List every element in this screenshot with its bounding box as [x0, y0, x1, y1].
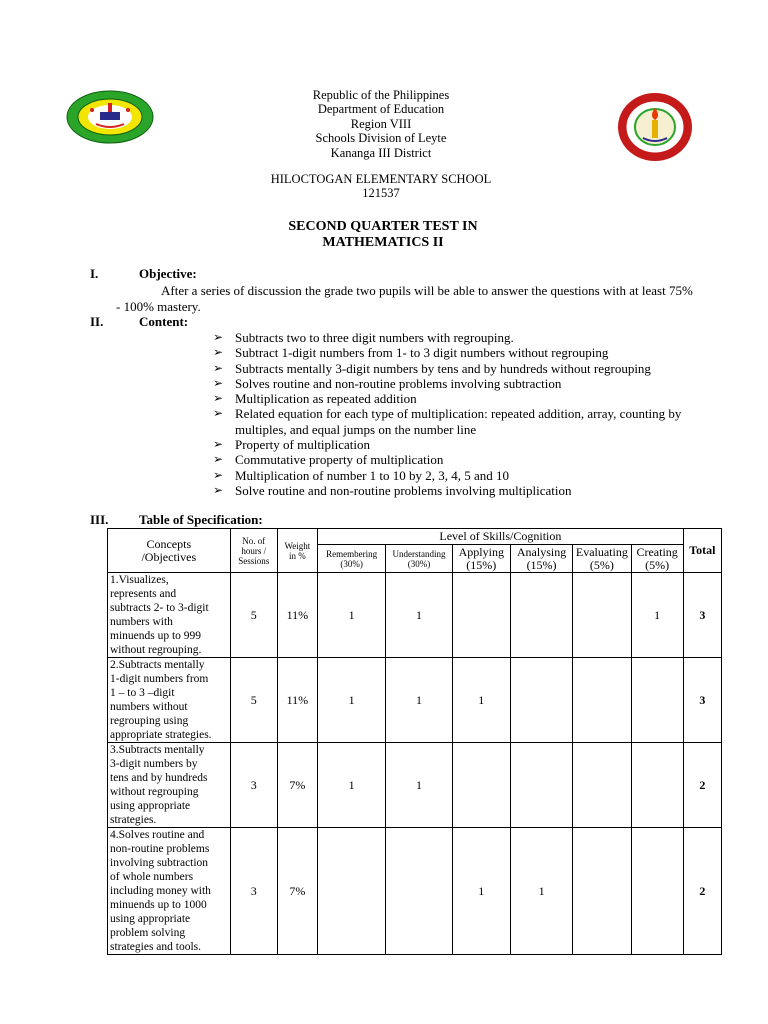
school-block	[250, 172, 512, 201]
total-cell: 2	[683, 828, 721, 955]
list-item: ➢ Commutative property of multiplication	[213, 452, 444, 468]
table-of-specification	[107, 528, 722, 955]
arrow-bullet-icon: ➢	[213, 345, 224, 360]
header-hours: No. of hours / Sessions	[230, 529, 277, 573]
agency-header	[250, 88, 512, 160]
weight-cell: 7%	[277, 743, 317, 828]
evaluating-cell	[573, 828, 631, 955]
evaluating-cell	[573, 658, 631, 743]
school-name: HILOCTOGAN ELEMENTARY SCHOOL	[270, 172, 492, 186]
header-level: Level of Skills/Cognition	[318, 529, 684, 545]
arrow-bullet-icon: ➢	[213, 437, 224, 452]
school-id: 121537	[362, 186, 400, 201]
arrow-bullet-icon: ➢	[213, 452, 224, 467]
section-label: Content:	[139, 314, 189, 329]
list-item: ➢ Multiplication of number 1 to 10 by 2, 3, 4, 5 and 10	[213, 467, 510, 483]
header-line-region: Region VIII	[350, 116, 412, 131]
section-number: III.	[90, 512, 109, 527]
header-concepts: Concepts /Objectives	[108, 529, 231, 573]
weight-cell: 7%	[277, 828, 317, 955]
concept-cell: 3.Subtracts mentally 3-digit numbers by tens and by hundreds without regrouping using appropriate strategies.	[108, 743, 231, 828]
header-weight: Weight in %	[277, 529, 317, 573]
applying-cell	[452, 743, 510, 828]
title-line-1: SECOND QUARTER TEST IN	[288, 219, 478, 234]
header-remembering: Remembering (30%)	[318, 545, 386, 573]
arrow-bullet-icon: ➢	[213, 406, 224, 421]
header-line-division: Schools Division of Leyte	[315, 131, 447, 146]
remembering-cell: 1	[318, 658, 386, 743]
understanding-cell: 1	[386, 573, 452, 658]
analysing-cell: 1	[510, 828, 572, 955]
header-line-republic: Republic of the Philippines	[312, 88, 450, 102]
header-evaluating: Evaluating (5%)	[573, 545, 631, 573]
header-total: Total	[683, 529, 721, 573]
remembering-cell: 1	[318, 573, 386, 658]
total-cell: 3	[683, 573, 721, 658]
hours-cell: 3	[230, 828, 277, 955]
section-label: Objective:	[139, 266, 197, 281]
understanding-cell	[386, 828, 452, 955]
arrow-bullet-icon: ➢	[213, 467, 224, 482]
hiloctogan-elementary-school-seal-icon	[617, 92, 693, 162]
header-understanding: Understanding (30%)	[386, 545, 452, 573]
section-number: II.	[90, 314, 104, 329]
arrow-bullet-icon: ➢	[213, 360, 224, 375]
list-item: ➢ Related equation for each type of multiplication: repeated addition, array, counting by multiples, and equal jumps on the number line	[213, 406, 682, 437]
list-item: ➢ Subtracts mentally 3-digit numbers by tens and by hundreds without regrouping	[213, 360, 651, 376]
understanding-cell: 1	[386, 658, 452, 743]
section-number: I.	[90, 266, 99, 281]
analysing-cell	[510, 743, 572, 828]
understanding-cell: 1	[386, 743, 452, 828]
creating-cell	[631, 828, 683, 955]
objective-period: .	[197, 298, 201, 314]
analysing-cell	[510, 573, 572, 658]
objective-body: After a series of discussion the grade two pupils will be able to answer the questions with at least 75% - 100% mastery	[116, 283, 693, 314]
concept-cell: 1.Visualizes, represents and subtracts 2- to 3-digit numbers with minuends up to 999 without regrouping.	[108, 573, 231, 658]
content-list	[213, 330, 713, 498]
arrow-bullet-icon: ➢	[213, 330, 224, 344]
list-item: ➢ Property of multiplication	[213, 437, 371, 453]
weight-cell: 11%	[277, 573, 317, 658]
header-line-department: Department of Education	[317, 102, 445, 117]
arrow-bullet-icon: ➢	[213, 391, 224, 406]
evaluating-cell	[573, 743, 631, 828]
arrow-bullet-icon: ➢	[213, 375, 224, 390]
header-line-district: Kananga III District	[330, 145, 432, 160]
table-header-row	[108, 529, 722, 545]
remembering-cell: 1	[318, 743, 386, 828]
concept-cell: 4.Solves routine and non-routine problems involving subtraction of whole numbers including money with minuends up to 1000 using appropriate problem solving strategies and tools.	[108, 828, 231, 955]
objective-text	[116, 283, 696, 314]
list-item: ➢ Subtracts two to three digit numbers with regrouping.	[213, 330, 514, 345]
applying-cell: 1	[452, 658, 510, 743]
creating-cell	[631, 743, 683, 828]
total-cell: 2	[683, 743, 721, 828]
table-row	[108, 828, 722, 955]
total-cell: 3	[683, 658, 721, 743]
kananga-iii-district-seal-icon	[66, 90, 154, 144]
table-row	[108, 573, 722, 658]
arrow-bullet-icon: ➢	[213, 482, 224, 497]
weight-cell: 11%	[277, 658, 317, 743]
analysing-cell	[510, 658, 572, 743]
header-creating: Creating (5%)	[631, 545, 683, 573]
applying-cell	[452, 573, 510, 658]
evaluating-cell	[573, 573, 631, 658]
section-label: Table of Specification:	[139, 512, 263, 527]
list-item: ➢ Solve routine and non-routine problems involving multiplication	[213, 482, 572, 498]
list-item: ➢ Solves routine and non-routine problems involving subtraction	[213, 375, 562, 391]
document-title	[200, 219, 566, 250]
list-item: ➢ Multiplication as repeated addition	[213, 391, 417, 407]
concept-cell: 2.Subtracts mentally 1-digit numbers from 1 – to 3 –digit numbers without regrouping using appropriate strategies.	[108, 658, 231, 743]
header-analysing: Analysing (15%)	[510, 545, 572, 573]
remembering-cell	[318, 828, 386, 955]
applying-cell: 1	[452, 828, 510, 955]
hours-cell: 3	[230, 743, 277, 828]
header-applying: Applying (15%)	[452, 545, 510, 573]
table-row	[108, 743, 722, 828]
creating-cell	[631, 658, 683, 743]
hours-cell: 5	[230, 573, 277, 658]
list-item: ➢ Subtract 1-digit numbers from 1- to 3 digit numbers without regrouping	[213, 345, 609, 361]
title-line-2: MATHEMATICS II	[322, 234, 444, 250]
creating-cell: 1	[631, 573, 683, 658]
hours-cell: 5	[230, 658, 277, 743]
table-row	[108, 658, 722, 743]
